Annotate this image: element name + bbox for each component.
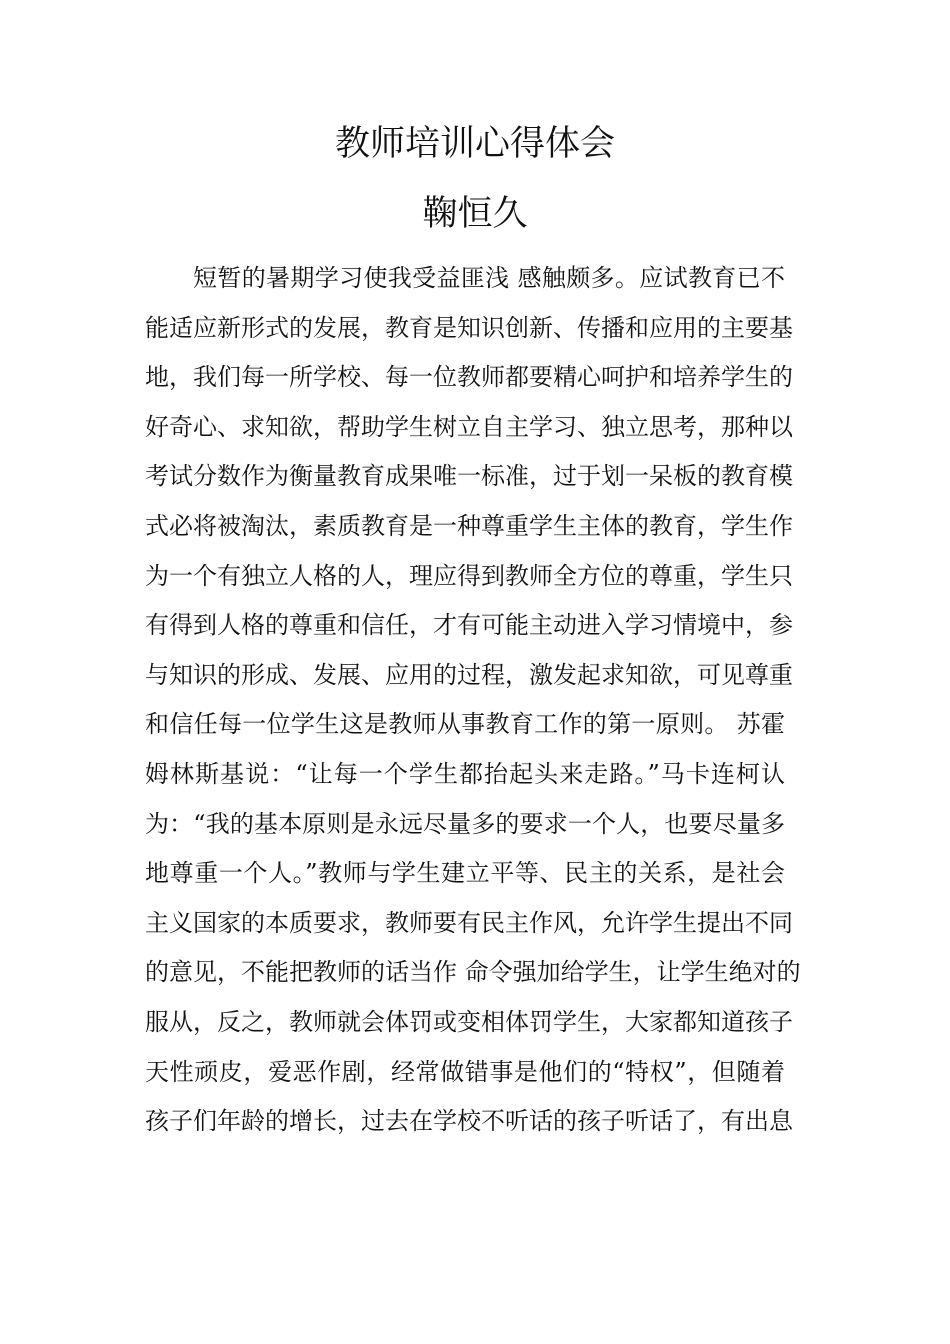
paragraph-line: 能适应新形式的发展，教育是知识创新、传播和应用的主要基 xyxy=(145,313,793,342)
paragraph-line: 与知识的形成、发展、应用的过程，激发起求知欲，可见尊重 xyxy=(145,660,793,689)
author-name: 鞠恒久 xyxy=(422,194,528,234)
paragraph-line: 服从，反之，教师就会体罚或变相体罚学生，大家都知道孩子 xyxy=(145,1007,793,1036)
paragraph-line: 地尊重一个人。”教师与学生建立平等、民主的关系，是社会 xyxy=(145,859,785,888)
paragraph-line: 和信任每一位学生这是教师从事教育工作的第一原则。 苏霍 xyxy=(145,710,785,739)
paragraph-line: 天性顽皮，爱恶作剧，经常做错事是他们的“特权”，但随着 xyxy=(145,1057,785,1086)
paragraph-line: 为：“我的基本原则是永远尽量多的要求一个人，也要尽量多 xyxy=(145,809,785,838)
paragraph-line: 短暂的暑期学习使我受益匪浅 感触颇多。应试教育已不 xyxy=(193,264,785,292)
paragraph-line: 为一个有独立人格的人，理应得到教师全方位的尊重，学生只 xyxy=(145,561,793,590)
paragraph-line: 的意见，不能把教师的话当作 命令强加给学生，让学生绝对的 xyxy=(145,958,801,987)
paragraph-line: 地，我们每一所学校、每一位教师都要精心呵护和培养学生的 xyxy=(145,363,793,392)
document-title: 教师培训心得体会 xyxy=(334,124,615,164)
paragraph-line: 考试分数作为衡量教育成果唯一标准，过于划一呆板的教育模 xyxy=(145,462,793,491)
paragraph-line: 姆林斯基说：“让每一个学生都抬起头来走路。”马卡连柯认 xyxy=(145,759,785,788)
paragraph-line: 好奇心、求知欲，帮助学生树立自主学习、独立思考，那种以 xyxy=(145,412,793,441)
paragraph-line: 孩子们年龄的增长，过去在学校不听话的孩子听话了，有出息 xyxy=(145,1107,793,1136)
paragraph-line: 有得到人格的尊重和信任，才有可能主动进入学习情境中，参 xyxy=(145,611,793,640)
paragraph-line: 主义国家的本质要求，教师要有民主作风，允许学生提出不同 xyxy=(145,908,793,937)
paragraph-line: 式必将被淘汰，素质教育是一种尊重学生主体的教育，学生作 xyxy=(145,511,793,540)
body-paragraph xyxy=(145,254,801,1147)
